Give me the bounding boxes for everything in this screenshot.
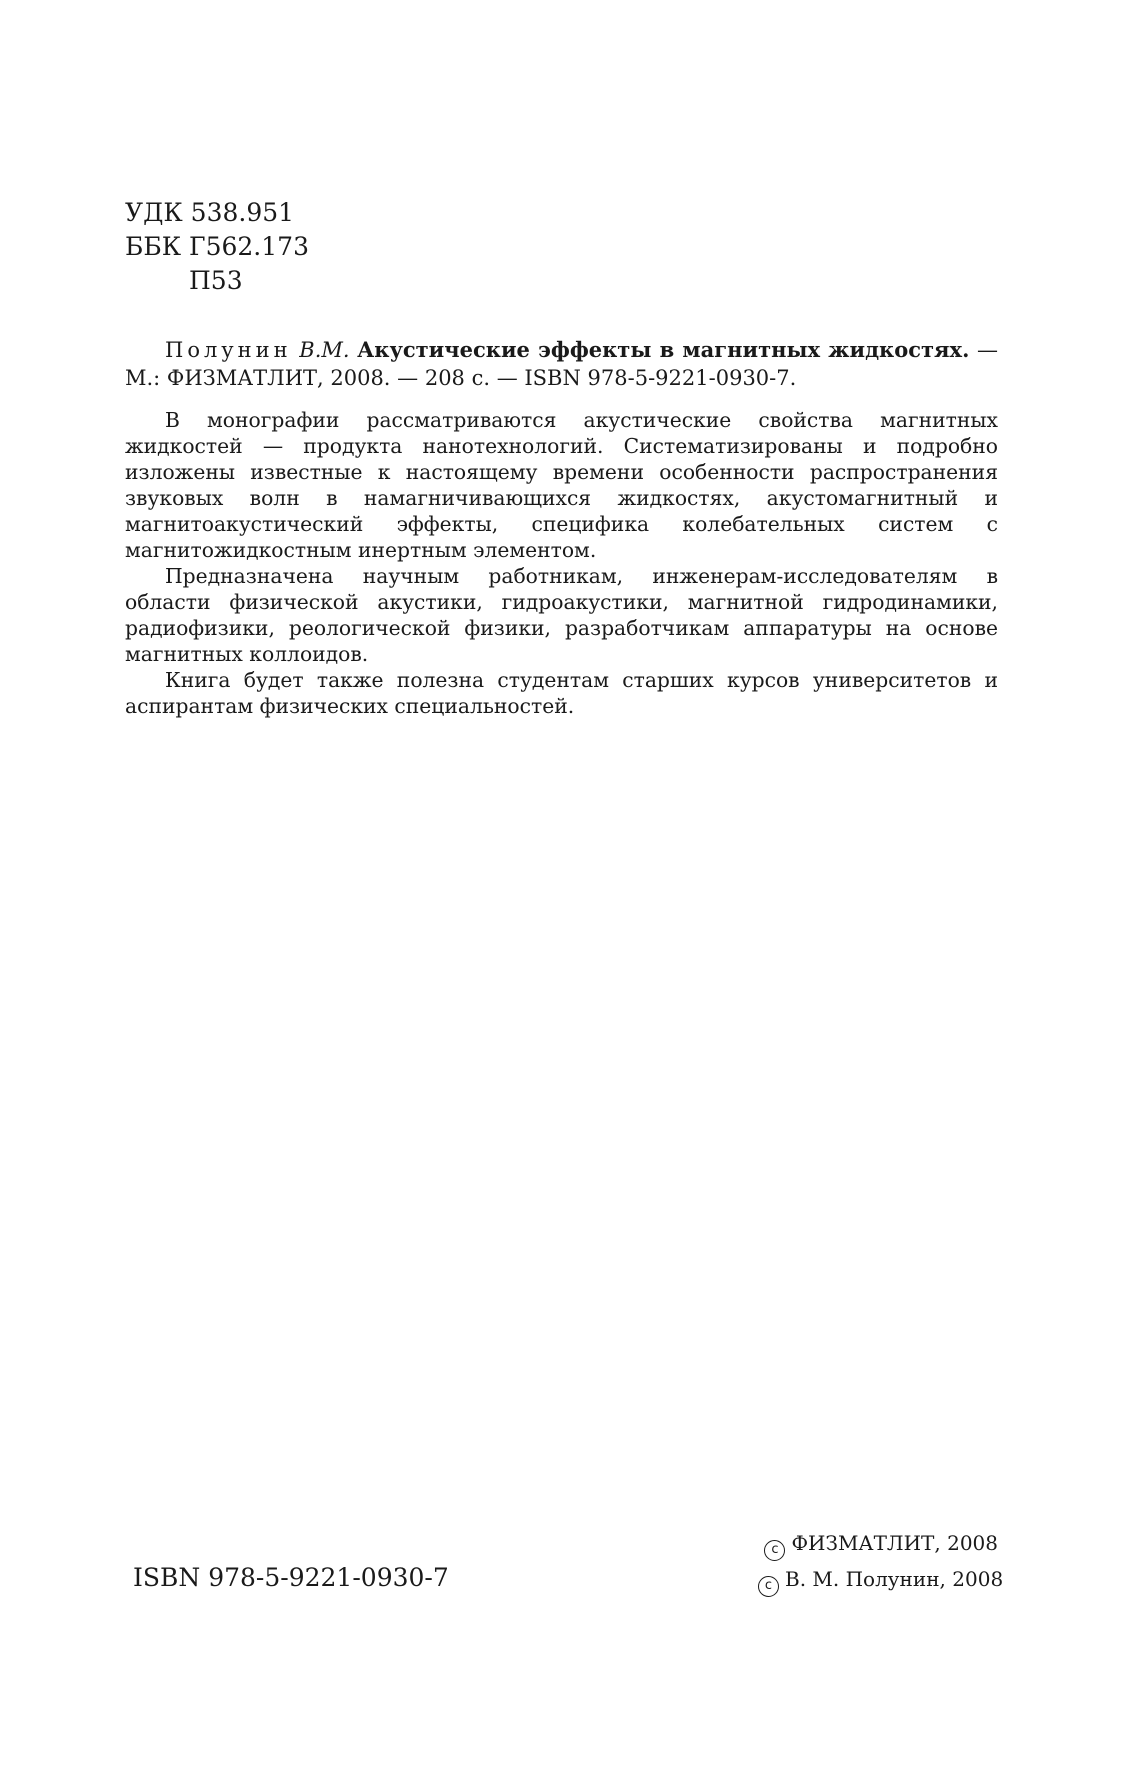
author-initials: В.М.: [299, 338, 350, 362]
copyright-author-text: В. М. Полунин, 2008: [785, 1567, 1004, 1591]
copyright-icon: c: [764, 1540, 785, 1561]
copyright-publisher: [758, 1525, 998, 1561]
title-dash: —: [969, 338, 998, 362]
bibliographic-entry: [125, 336, 998, 392]
bbk-code: ББК Г562.173: [125, 232, 309, 261]
author-surname: Полунин: [165, 338, 292, 362]
udk-code: УДК 538.951: [125, 198, 295, 227]
copyright-author: [758, 1561, 1004, 1597]
copyright-icon: c: [758, 1576, 779, 1597]
abstract-paragraph: Книга будет также полезна студентам старших курсов университетов и аспирантам физических специальностей.: [125, 668, 998, 718]
isbn: ISBN 978-5-9221-0930-7: [133, 1563, 449, 1592]
author-mark: П53: [189, 266, 243, 295]
book-title: Акустические эффекты в магнитных жидкостях.: [357, 337, 970, 362]
classification-block: [125, 196, 309, 298]
abstract: [125, 407, 998, 719]
abstract-paragraph: В монографии рассматриваются акустические свойства магнитных жидкостей — продукта нанотехнологий. Систематизированы и подробно изложены известные к настоящему времени особенности распространения звуковых волн в намагничивающихся жидкостях, акустомагнитный и магнитоакустический эффекты, специфика колебательных систем с магнитожидкостным инертным элементом.: [125, 408, 998, 562]
copyright-notices: [758, 1525, 1004, 1597]
abstract-paragraph: Предназначена научным работникам, инженерам-исследователям в области физической акустики, гидроакустики, магнитной гидродинамики, радиофизики, реологической физики, разработчикам аппаратуры на основе магнитных коллоидов.: [125, 564, 998, 666]
copyright-publisher-text: ФИЗМАТЛИТ, 2008: [791, 1531, 998, 1555]
imprint: М.: ФИЗМАТЛИТ, 2008. — 208 с. — ISBN 978-5-9221-0930-7.: [125, 366, 797, 390]
